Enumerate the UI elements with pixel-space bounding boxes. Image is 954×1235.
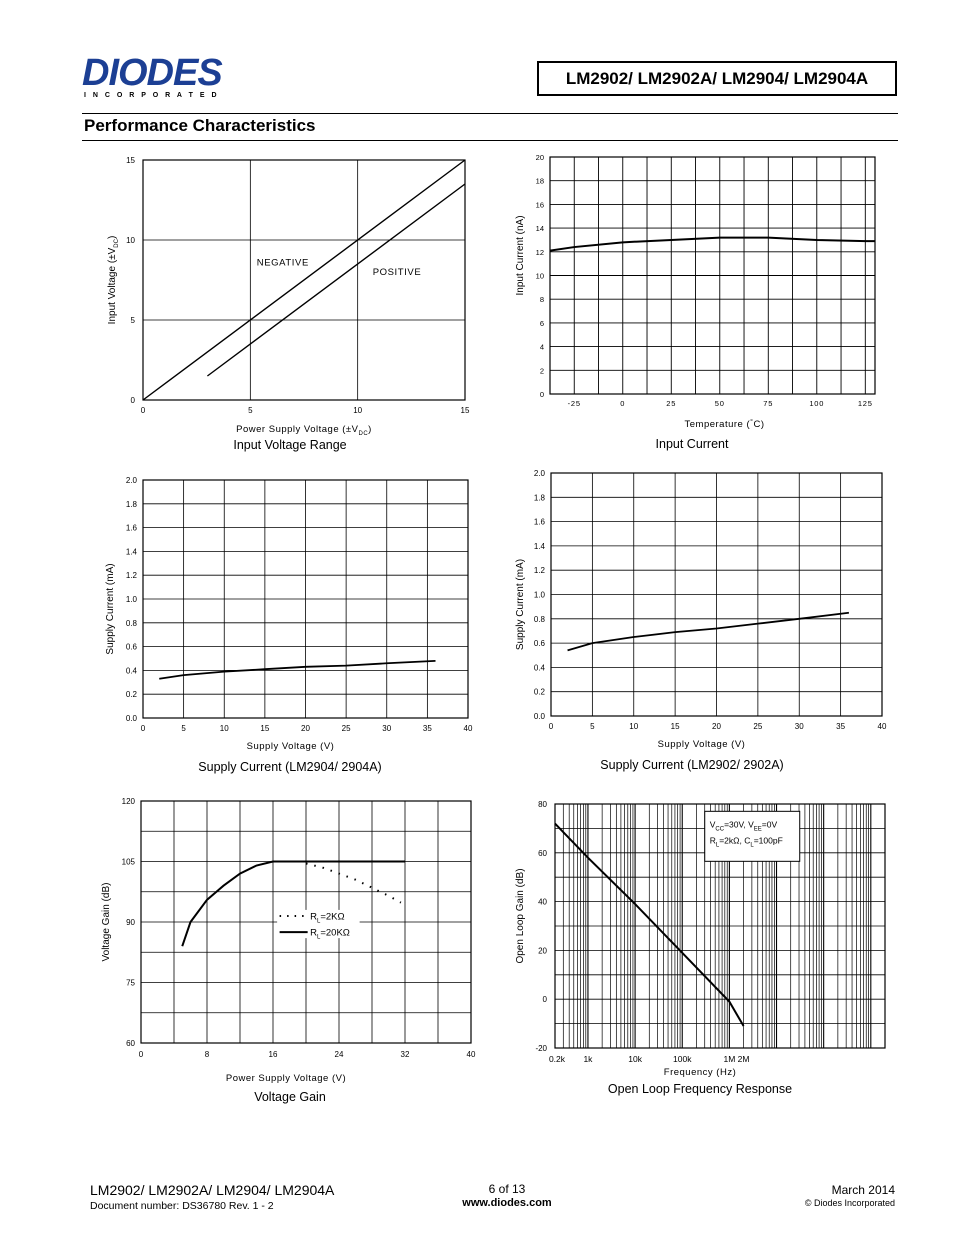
footer-page-number: 6 of 13 [488, 1182, 526, 1196]
y-tick-label: 2.0 [125, 476, 137, 485]
footer-date: March 2014 [831, 1183, 895, 1197]
x-axis-label: Power Supply Voltage $(\pm V_{DC})$ [236, 424, 372, 437]
y-tick-label: 1.4 [533, 541, 545, 551]
svg-text:DIODES: DIODES [82, 52, 222, 94]
chart-open-loop-frequency [505, 795, 900, 1085]
x-tick-label: 25 [666, 399, 677, 408]
x-tick-label: 40 [463, 724, 473, 733]
y-tick-label: 4 [539, 342, 544, 352]
x-tick-label: 5 [590, 722, 595, 731]
y-tick-label: 12 [535, 247, 544, 257]
footer-document-number: Document number: DS36780 Rev. 1 - 2 [90, 1200, 274, 1212]
x-tick-label: 8 [204, 1050, 210, 1059]
x-tick-label: 2M [737, 1054, 750, 1064]
x-tick-label: 50 [714, 399, 725, 408]
y-tick-label: 1.0 [533, 590, 545, 600]
x-tick-label: 10 [353, 406, 363, 415]
x-tick-label: 16 [268, 1050, 278, 1059]
caption-input-current: Input Current [655, 437, 729, 451]
x-tick-label: 0 [620, 399, 626, 408]
x-tick-label: 35 [836, 722, 846, 731]
x-tick-label: 25 [753, 722, 763, 731]
x-tick-label: 0 [138, 1050, 144, 1059]
y-tick-label: 2 [539, 366, 544, 376]
y-axis-label: Voltage Gain (dB) [101, 882, 112, 962]
y-tick-label: 1.8 [533, 493, 545, 503]
x-tick-label: 100k [673, 1054, 692, 1064]
y-tick-label: 15 [126, 156, 135, 165]
series-line-positive [207, 184, 465, 376]
y-tick-label: 75 [126, 978, 135, 988]
y-axis-label: Supply Current (mA) [515, 558, 526, 651]
y-tick-label: 6 [539, 318, 544, 328]
footer-website-link[interactable]: www.diodes.com [462, 1197, 552, 1209]
x-tick-label: 30 [382, 724, 392, 733]
x-tick-label: 25 [341, 724, 351, 733]
y-tick-label: 1.2 [125, 571, 137, 581]
x-axis-label: Supply Voltage (V) [657, 739, 746, 750]
y-tick-label: 1.6 [533, 517, 545, 527]
x-tick-label: 30 [794, 722, 804, 731]
header-divider [82, 113, 898, 114]
y-tick-label: 1.4 [125, 547, 137, 557]
series-line-negative [143, 160, 465, 400]
x-tick-label: 0 [140, 724, 146, 733]
legend-label-rl-2k: $R_L=2K\Omega$ [310, 911, 345, 925]
y-tick-label: 0 [542, 995, 547, 1005]
series-line [159, 661, 435, 679]
series-label-positive: POSITIVE [372, 267, 422, 279]
y-tick-label: 0.0 [125, 714, 137, 723]
y-tick-label: 0.8 [533, 614, 545, 624]
y-tick-label: 60 [538, 848, 547, 858]
x-tick-label: 125 [857, 399, 873, 408]
x-tick-label: 5 [181, 724, 186, 733]
x-tick-label: 15 [460, 406, 470, 415]
x-axis-label: Power Supply Voltage (V) [225, 1073, 347, 1084]
y-axis-label: Supply Current (mA) [105, 563, 116, 655]
y-tick-label: 16 [535, 200, 544, 210]
y-tick-label: 0.4 [533, 663, 545, 673]
x-tick-label: 32 [400, 1050, 410, 1059]
y-tick-label: 0 [130, 396, 135, 405]
x-axis-label: Supply Voltage (V) [246, 741, 335, 752]
x-tick-label: 10 [629, 722, 639, 731]
y-tick-label: 20 [538, 946, 547, 956]
y-tick-label: 0.2 [533, 687, 545, 697]
x-tick-label: 15 [260, 724, 270, 733]
y-tick-label: 0.6 [125, 642, 137, 652]
y-tick-label: 0.0 [533, 712, 545, 721]
x-tick-label: 0 [140, 406, 146, 415]
caption-open-loop-frequency: Open Loop Frequency Response [607, 1082, 793, 1096]
y-tick-label: 1.8 [125, 499, 137, 509]
series-line-rl-2k [306, 864, 401, 903]
x-tick-label: 0 [548, 722, 554, 731]
y-tick-label: 0.8 [125, 618, 137, 628]
section-title: Performance Characteristics [84, 116, 316, 135]
x-tick-label: 75 [763, 399, 774, 408]
section-divider [82, 140, 898, 141]
x-tick-label: 40 [877, 722, 887, 731]
caption-supply-current-lm2904: Supply Current (LM2904/ 2904A) [198, 760, 382, 774]
x-axis-label: Temperature (°C) [684, 418, 765, 430]
chart-input-voltage-range [95, 150, 485, 440]
y-tick-label: 10 [535, 271, 544, 281]
x-tick-label: 10 [219, 724, 229, 733]
y-tick-label: 105 [121, 857, 135, 867]
y-tick-label: 90 [126, 918, 135, 927]
x-tick-label: 40 [466, 1050, 476, 1059]
chart-supply-current-lm2902 [505, 465, 895, 755]
y-tick-label: 20 [535, 153, 544, 162]
diodes-logo [82, 52, 257, 100]
x-tick-label: 20 [712, 722, 721, 731]
x-tick-label: 1k [583, 1054, 593, 1064]
y-axis-label: Input Current (nA) [515, 215, 526, 296]
x-tick-label: 1M [723, 1054, 736, 1064]
y-tick-label: 80 [538, 800, 547, 809]
series-label-negative: NEGATIVE [256, 257, 309, 269]
y-tick-label: 40 [538, 897, 547, 907]
x-tick-label: 100 [809, 399, 825, 408]
y-tick-label: 1.6 [125, 523, 137, 533]
y-tick-label: 0.6 [533, 639, 545, 649]
footer-copyright: © Diodes Incorporated [804, 1198, 895, 1208]
caption-voltage-gain: Voltage Gain [254, 1090, 326, 1104]
x-axis-label: Frequency (Hz) [663, 1067, 737, 1078]
y-tick-label: 10 [126, 236, 135, 245]
x-tick-label: 24 [334, 1050, 344, 1059]
y-tick-label: -20 [535, 1044, 547, 1053]
y-tick-label: 8 [539, 295, 544, 305]
part-number-box: LM2902/ LM2902A/ LM2904/ LM2904A [537, 61, 897, 96]
y-tick-label: 14 [535, 224, 544, 234]
caption-input-voltage-range: Input Voltage Range [233, 438, 347, 452]
y-axis-label: Open Loop Gain (dB) [515, 868, 526, 964]
legend-label-rl-20k: $R_L=20K\Omega$ [310, 927, 350, 941]
y-tick-label: 120 [121, 797, 135, 806]
chart-voltage-gain [95, 790, 485, 1090]
footer-part-numbers: LM2902/ LM2902A/ LM2904/ LM2904A [90, 1182, 335, 1198]
y-axis-label: Input Voltage $(\pm V_{DC})$ [107, 235, 120, 325]
chart-supply-current-lm2904 [95, 470, 485, 760]
caption-supply-current-lm2902: Supply Current (LM2902/ 2902A) [600, 758, 784, 772]
y-tick-label: 18 [535, 176, 544, 186]
chart-input-current [505, 150, 895, 440]
x-tick-label: 15 [670, 722, 680, 731]
y-tick-label: 5 [130, 316, 135, 325]
y-tick-label: 60 [126, 1039, 135, 1048]
x-tick-label: 20 [301, 724, 310, 733]
y-tick-label: 1.0 [125, 595, 137, 604]
x-tick-label: 10k [628, 1054, 642, 1064]
x-tick-label: 5 [248, 406, 253, 415]
x-tick-label: -25 [567, 399, 581, 408]
annotation-line-1: $V_{CC}=30V$, $V_{EE}=0V$ [709, 819, 778, 833]
svg-text:I N C O R P O R A T E D: I N C O R P O R A T E D [84, 92, 220, 99]
y-tick-label: 1.2 [533, 566, 545, 576]
y-tick-label: 0 [539, 390, 544, 399]
y-tick-label: 2.0 [533, 469, 545, 478]
annotation-line-2: $R_L=2k\Omega$, $C_L=100pF$ [709, 835, 783, 849]
x-tick-label: 35 [422, 724, 432, 733]
x-tick-label: 0.2k [548, 1054, 566, 1064]
series-line [568, 613, 849, 651]
y-tick-label: 0.4 [125, 666, 137, 676]
y-tick-label: 0.2 [125, 690, 137, 700]
